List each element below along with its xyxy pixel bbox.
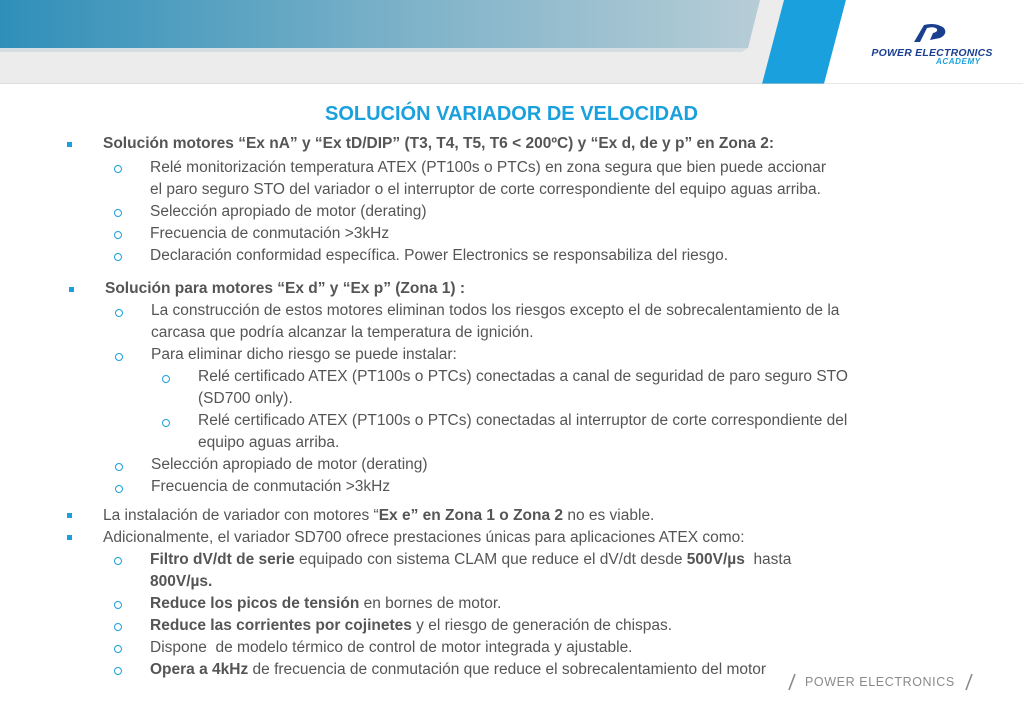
section2-sub1-line1: Relé certificado ATEX (PT100s o PTCs) conectadas a canal de seguridad de paro seguro STO [198,368,848,385]
section1-item3: Frecuencia de conmutación >3kHz [150,225,390,242]
bullet-circle [114,209,122,217]
section2-item3: Selección apropiado de motor (derating) [151,456,428,473]
section3-item5: Opera a 4kHz de frecuencia de conmutación que reduce el sobrecalentamiento del motor [150,661,767,678]
footer-brand-text: POWER ELECTRONICS [805,675,955,689]
bullet-circle [114,601,122,609]
bullet-circle [114,667,122,675]
section3-item4: Dispone de modelo térmico de control de motor integrada y ajustable. [150,639,633,656]
section2-heading: Solución para motores “Ex d” y “Ex p” (Zona 1) : [105,280,466,297]
section3-item1-line1: Filtro dV/dt de serie equipado con sistema CLAM que reduce el dV/dt desde 500V/µs hasta [150,551,792,568]
section2-sub1-line2: (SD700 only). [198,390,293,407]
bullet-circle [115,309,123,317]
section3-item2: Reduce los picos de tensión en bornes de motor. [150,595,502,612]
bullet-circle [162,375,170,383]
page-title: SOLUCIÓN VARIADOR DE VELOCIDAD [325,103,698,125]
bullet-square [67,513,72,518]
section2-sub2-line2: equipo aguas arriba. [198,434,340,451]
bullet-circle [114,231,122,239]
section3-bullet1: La instalación de variador con motores “Ex e” en Zona 1 o Zona 2 no es viable. [103,507,655,524]
section1-item1-line2: el paro seguro STO del variador o el interruptor de corte correspondiente del equipo aguas arriba. [150,181,821,198]
bullet-circle [114,253,122,261]
slash-right-icon [963,672,975,692]
bullet-circle [115,353,123,361]
section1-item4: Declaración conformidad específica. Power Electronics se responsabiliza del riesgo. [150,247,729,264]
section1-item1-line1: Relé monitorización temperatura ATEX (PT100s o PTCs) en zona segura que bien puede accionar [150,159,827,176]
bullet-circle [162,419,170,427]
section3-item1-line2: 800V/µs. [150,573,213,590]
logo-brand-text: POWER ELECTRONICS [871,47,993,59]
logo-mark-icon [910,22,950,46]
section1-heading: Solución motores “Ex nA” y “Ex tD/DIP” (T3, T4, T5, T6 < 200ºC) y “Ex d, de y p” en Zona 2: [103,135,775,152]
section2-item1-line2: carcasa que podría alcanzar la temperatura de ignición. [151,324,534,341]
bullet-square [67,535,72,540]
section3-bullet2: Adicionalmente, el variador SD700 ofrece prestaciones únicas para aplicaciones ATEX como: [103,529,745,546]
logo-academy-text: ACADEMY [936,57,981,66]
slash-left-icon [786,672,798,692]
section2-sub2-line1: Relé certificado ATEX (PT100s o PTCs) conectadas al interruptor de corte correspondiente del [198,412,848,429]
bullet-circle [115,485,123,493]
bullet-circle [114,645,122,653]
bullet-square [69,287,74,292]
bullet-circle [114,165,122,173]
footer-brand [786,672,976,692]
brand-logo [862,22,1002,70]
bullet-circle [115,463,123,471]
bullet-circle [114,557,122,565]
section1-item2: Selección apropiado de motor (derating) [150,203,427,220]
bullet-circle [114,623,122,631]
section2-item4: Frecuencia de conmutación >3kHz [151,478,391,495]
section2-item2: Para eliminar dicho riesgo se puede instalar: [151,346,457,363]
bullet-square [67,142,72,147]
section2-item1-line1: La construcción de estos motores eliminan todos los riesgos excepto el de sobrecalentamiento de la [151,302,840,319]
section3-item3: Reduce las corrientes por cojinetes y el riesgo de generación de chispas. [150,617,673,634]
